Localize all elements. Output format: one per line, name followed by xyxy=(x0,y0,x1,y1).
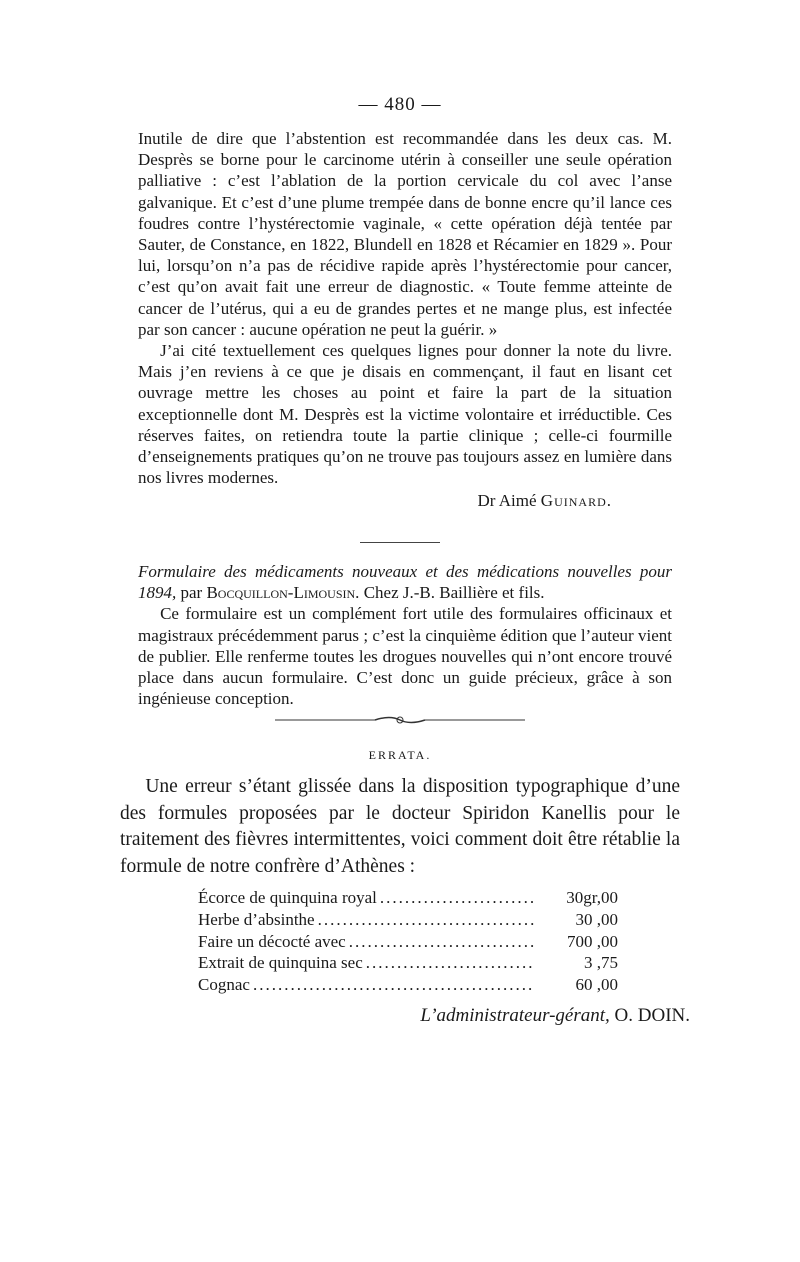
paragraph-2: J’ai cité textuellement ces quelques lignes pour donner la note du livre. Mais j’en reviens à ce que je disais en commençant, il faut en lisant cet ouvrage mettre les choses au point et faire la part de la situation exceptionnelle dont M. Desprès est la victime volontaire et irréductible. Ces réserves faites, on retiendra toute la partie clinique ; celle-ci fourmille d’enseignements pratiques qu’on ne trouve pas toujours assez en lumière dans nos livres modernes. xyxy=(138,341,672,488)
formula-quantity: 60 ,00 xyxy=(575,975,618,995)
leader-dots xyxy=(349,931,535,953)
signature-prefix: Dr Aimé xyxy=(477,491,537,511)
signature-name: Guinard. xyxy=(540,491,612,511)
formula-ingredient: Écorce de quinquina royal xyxy=(198,888,377,907)
paragraph-1: Inutile de dire que l’abstention est recommandée dans les deux cas. M. Desprès se borne pour le carcinome utérin à conseiller une seule opération palliative : c’est l’ablation de la portion cervicale du col avec l’anse galvanique. Et c’est d’une plume trempée dans de bonne encre qu’il lance ces foudres contre l’hystérectomie vaginale, « cette opération déjà tentée par Sauter, de Constance, en 1822, Blundell en 1828 et Récamier en 1829 ». Pour lui, lorsqu’on n’a pas de récidive rapide après l’hystérectomie pour cancer, c’est qu’on avait fait une erreur de diagnostic. « Toute femme atteinte de cancer de l’utérus, qui a eu de grandes pertes et ne mange plus, est infectée par son cancer : aucune opération ne peut la guérir. » xyxy=(138,129,672,339)
errata-text: Une erreur s’étant glissée dans la disposition typographique d’une des formules proposées par le docteur Spiridon Kanellis pour le traitement des fièvres intermittentes, voici comment doit être rétablie la formule de notre confrère d’Athènes : xyxy=(120,776,680,877)
signature xyxy=(138,491,672,511)
review-publisher: Chez J.-B. Baillière et fils. xyxy=(363,583,545,603)
errata-section xyxy=(120,774,680,880)
ornament-divider xyxy=(275,710,525,730)
section-divider xyxy=(360,542,440,543)
administrator-role: L’administrateur-gérant, xyxy=(420,1005,610,1026)
formula-row xyxy=(198,909,618,931)
formula-row xyxy=(198,931,618,953)
leader-dots xyxy=(318,909,535,931)
administrator-signature xyxy=(0,1005,690,1027)
formula-row xyxy=(198,887,618,909)
formula-row xyxy=(198,952,618,974)
formula-quantity: 30gr,00 xyxy=(566,888,618,907)
article-formulaire-review xyxy=(138,561,672,709)
review-heading xyxy=(138,561,672,603)
formula-ingredient: Herbe d’absinthe xyxy=(198,909,315,929)
formula-list xyxy=(198,887,618,996)
review-par: par xyxy=(180,583,203,603)
administrator-name: O. DOIN. xyxy=(614,1005,690,1026)
leader-dots xyxy=(253,974,535,996)
review-body: Ce formulaire est un complément fort utile des formulaires officinaux et magistraux précédemment parus ; c’est la cinquième édition que l’auteur vient de publier. Elle renferme toutes les drogues nouvelles qui n’ont encore trouvé place dans aucun formulaire. C’est donc un guide précieux, grâce à son ingénieuse conception. xyxy=(138,604,672,709)
formula-quantity: 30 ,00 xyxy=(575,909,618,929)
formula-quantity: 700 ,00 xyxy=(567,931,618,951)
formula-ingredient: Faire un décocté avec xyxy=(198,931,346,951)
formula-ingredient: Cognac xyxy=(198,975,250,995)
formula-ingredient: Extrait de quinquina sec xyxy=(198,953,363,973)
article-desprès-review xyxy=(138,128,672,511)
leader-dots xyxy=(366,952,535,974)
errata-title: ERRATA. xyxy=(368,748,432,762)
review-author: Bocquillon-Limousin. xyxy=(206,583,360,603)
page-number: — 480 — xyxy=(358,94,442,115)
formula-quantity: 3 ,75 xyxy=(584,953,618,973)
review-book-title: Formulaire des médicaments nouveaux et des médications nouvelles pour 1894, xyxy=(138,562,672,603)
leader-dots xyxy=(380,887,535,909)
formula-row xyxy=(198,974,618,996)
